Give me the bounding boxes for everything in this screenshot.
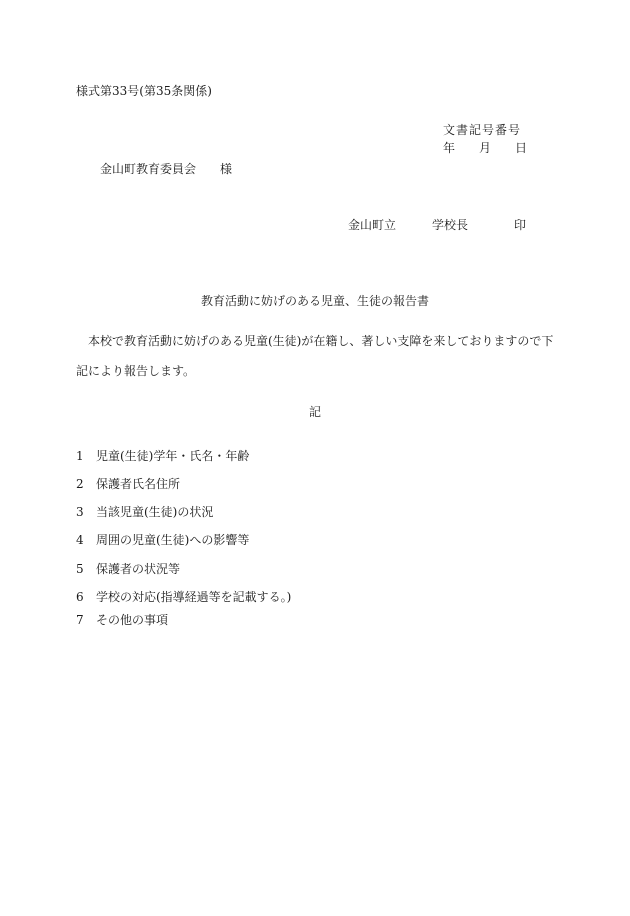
item-number: 2: [76, 477, 84, 491]
item-text: 保護者の状況等: [96, 562, 181, 576]
list-item: [76, 505, 213, 519]
document-title: 教育活動に妨げのある児童、生徒の報告書: [200, 294, 429, 308]
item-number: 6: [76, 590, 84, 604]
item-number: 1: [76, 449, 84, 463]
sender-school-head: 学校長: [432, 218, 469, 232]
body-text-line-2: 記により報告します。: [76, 364, 196, 378]
body-text-line-1: 本校で教育活動に妨げのある児童(生徒)が在籍し、著しい支障を来しておりますので下: [88, 334, 554, 348]
recipient-honorific: 様: [220, 162, 233, 176]
date-year: 年: [443, 141, 456, 155]
item-text: 保護者氏名住所: [96, 477, 181, 491]
item-text: 周囲の児童(生徒)への影響等: [96, 533, 250, 547]
ki-heading: 記: [308, 405, 321, 419]
date-day: 日: [515, 141, 528, 155]
list-item: [76, 613, 168, 627]
list-item: [76, 449, 249, 463]
list-item: [76, 562, 180, 576]
item-number: 7: [76, 613, 84, 627]
list-item: [76, 477, 180, 491]
date-month: 月: [479, 141, 492, 155]
sender-town: 金山町立: [348, 218, 397, 232]
item-text: 児童(生徒)学年・氏名・年齢: [96, 449, 250, 463]
item-number: 4: [76, 533, 84, 547]
item-text: その他の事項: [96, 613, 169, 627]
form-number: 様式第33号(第35条関係): [76, 84, 212, 98]
item-text: 学校の対応(指導経過等を記載する。): [96, 590, 292, 604]
list-item: [76, 590, 291, 604]
item-text: 当該児童(生徒)の状況: [96, 505, 214, 519]
sender-line: [348, 218, 530, 232]
document-number-label: 文書記号番号: [443, 123, 522, 137]
recipient-organization: 金山町教育委員会: [100, 162, 197, 176]
item-number: 5: [76, 562, 84, 576]
item-number: 3: [76, 505, 84, 519]
seal-mark: 印: [514, 218, 527, 232]
list-item: [76, 533, 249, 547]
